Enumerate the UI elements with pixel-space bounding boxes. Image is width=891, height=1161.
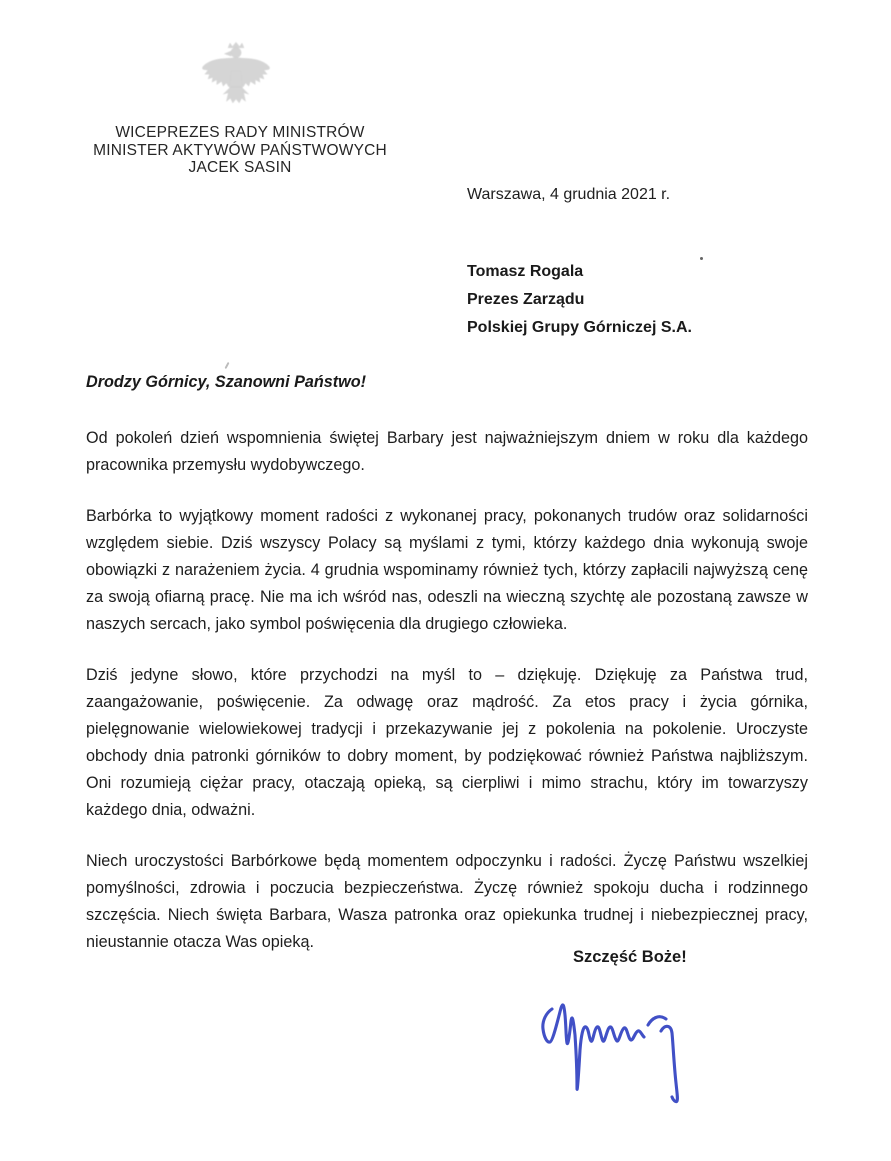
paragraph-1: Od pokoleń dzień wspomnienia świętej Barbary jest najważniejszym dniem w roku dla każdego pracownika przemysłu wydobywczego.: [86, 429, 808, 474]
paragraph-3: Dziś jedyne słowo, które przychodzi na myśl to – dziękuję. Dziękuję za Państwa trud, zaangażowanie, poświęcenie. Za odwagę oraz mądrość. Za etos pracy i życia górnika, pielęgnowanie wielowiekowej tradycji i przekazywanie jej z pokolenia na pokolenie. Uroczyste obchody dnia patronki górników to dobry moment, by podziękować również Państwa najbliższym. Oni rozumieją ciężar pracy, otaczają opieką, są cierpliwi i mimo strachu, który im towarzyszy każdego dnia, odważni.: [86, 666, 808, 819]
recipient-name: Tomasz Rogala: [467, 263, 584, 280]
letterhead-line-ministry: MINISTER AKTYWÓW PAŃSTWOWYCH: [93, 141, 387, 159]
letterhead: [60, 124, 420, 177]
closing-phrase: Szczęść Boże!: [573, 948, 687, 966]
letterhead-line-name: JACEK SASIN: [188, 159, 292, 176]
recipient-title: Prezes Zarządu: [467, 291, 585, 308]
scan-speck-dot: [700, 257, 703, 260]
scan-speck-tick: [224, 362, 229, 369]
handwritten-signature: [520, 995, 700, 1110]
letter-body: [86, 425, 808, 980]
polish-eagle-emblem-icon: [196, 40, 276, 118]
letterhead-line-office: WICEPREZES RADY MINISTRÓW: [115, 124, 365, 141]
salutation: Drodzy Górnicy, Szanowni Państwo!: [86, 373, 367, 391]
recipient-block: [467, 258, 692, 342]
dateline: Warszawa, 4 grudnia 2021 r.: [467, 186, 671, 203]
paragraph-4: Niech uroczystości Barbórkowe będą momentem odpoczynku i radości. Życzę Państwu wszelkiej pomyślności, zdrowia i poczucia bezpieczeństwa. Życzę również spokoju ducha i rodzinnego szczęścia. Niech święta Barbara, Wasza patronka oraz opiekunka trudnej i niebezpiecznej pracy, nieustannie otacza Was opieką.: [86, 852, 808, 951]
recipient-company: Polskiej Grupy Górniczej S.A.: [467, 319, 692, 336]
paragraph-2: Barbórka to wyjątkowy moment radości z wykonanej pracy, pokonanych trudów oraz solidarności względem siebie. Dziś wszyscy Polacy są myślami z tymi, którzy każdego dnia wykonują swoje obowiązki z narażeniem życia. 4 grudnia wspominamy również tych, którzy zapłacili najwyższą cenę za swoją ofiarną pracę. Nie ma ich wśród nas, odeszli na wieczną szychtę ale pozostaną zawsze w naszych sercach, jako symbol poświęcenia dla drugiego człowieka.: [86, 507, 808, 633]
